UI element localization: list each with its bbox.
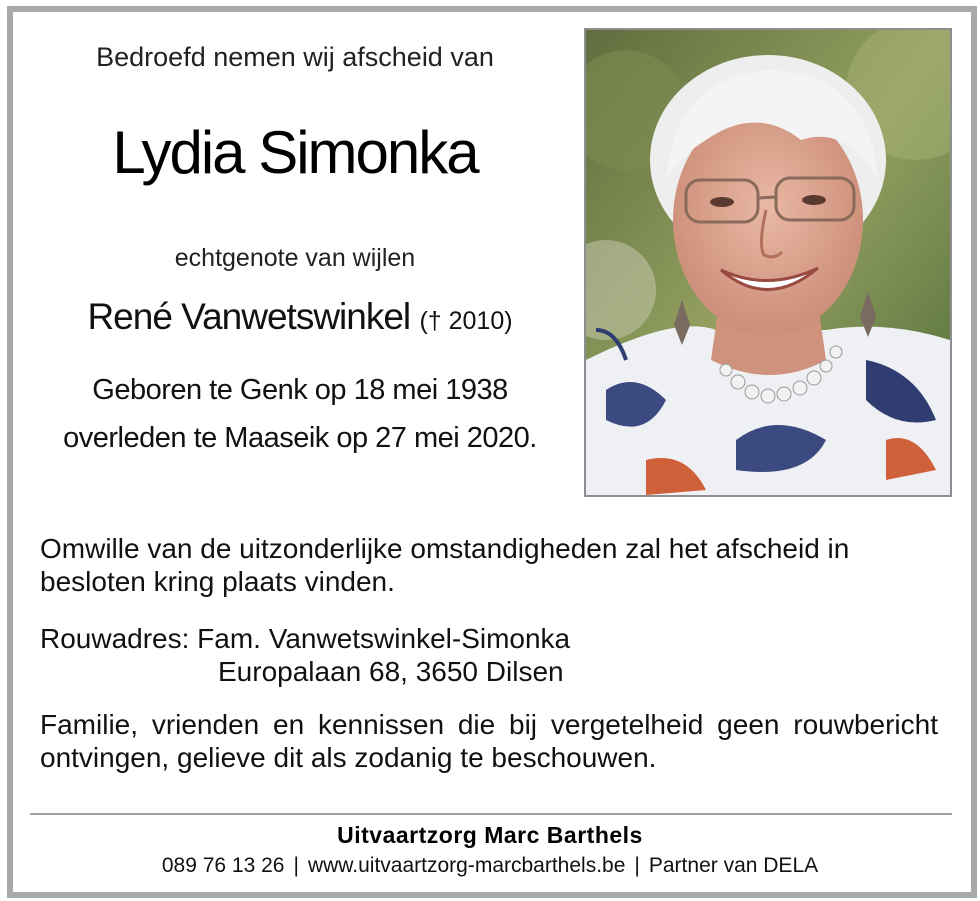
phone-number: 089 76 13 26: [161, 854, 285, 877]
funeral-home-contact: [0, 854, 980, 878]
partner-text: Partner van DELA: [648, 854, 819, 877]
birth-line: Geboren te Genk op 18 mei 1938: [92, 374, 508, 406]
website-link[interactable]: www.uitvaartzorg-marcbarthels.be: [307, 854, 626, 877]
spouse-line: [0, 296, 600, 338]
notice-paragraph: Familie, vrienden en kennissen die bij vergetelheid geen rouwbericht ontvingen, gelieve dit als zodanig te beschouwen.: [40, 709, 938, 773]
spouse-label: echtgenote van wijlen: [174, 244, 416, 272]
ceremony-paragraph: Omwille van de uitzonderlijke omstandigheden zal het afscheid in besloten kring plaats vinden.: [40, 533, 850, 597]
deceased-name: Lydia Simonka: [112, 119, 478, 186]
death-line: overleden te Maaseik op 27 mei 2020.: [63, 422, 537, 454]
footer-divider: [30, 813, 952, 815]
portrait-illustration: [586, 30, 950, 495]
address-label: Rouwadres: Fam. Vanwetswinkel-Simonka: [40, 623, 571, 654]
funeral-home-name: Uitvaartzorg Marc Barthels: [337, 822, 643, 848]
portrait-photo: [584, 28, 952, 497]
intro-text: Bedroefd nemen wij afscheid van: [96, 42, 494, 72]
address-line: Europalaan 68, 3650 Dilsen: [218, 656, 564, 687]
spouse-death: († 2010): [419, 307, 513, 335]
separator: |: [293, 854, 299, 877]
spouse-name: René Vanwetswinkel: [87, 296, 411, 337]
mourning-address: [40, 622, 938, 688]
separator: |: [634, 854, 640, 877]
